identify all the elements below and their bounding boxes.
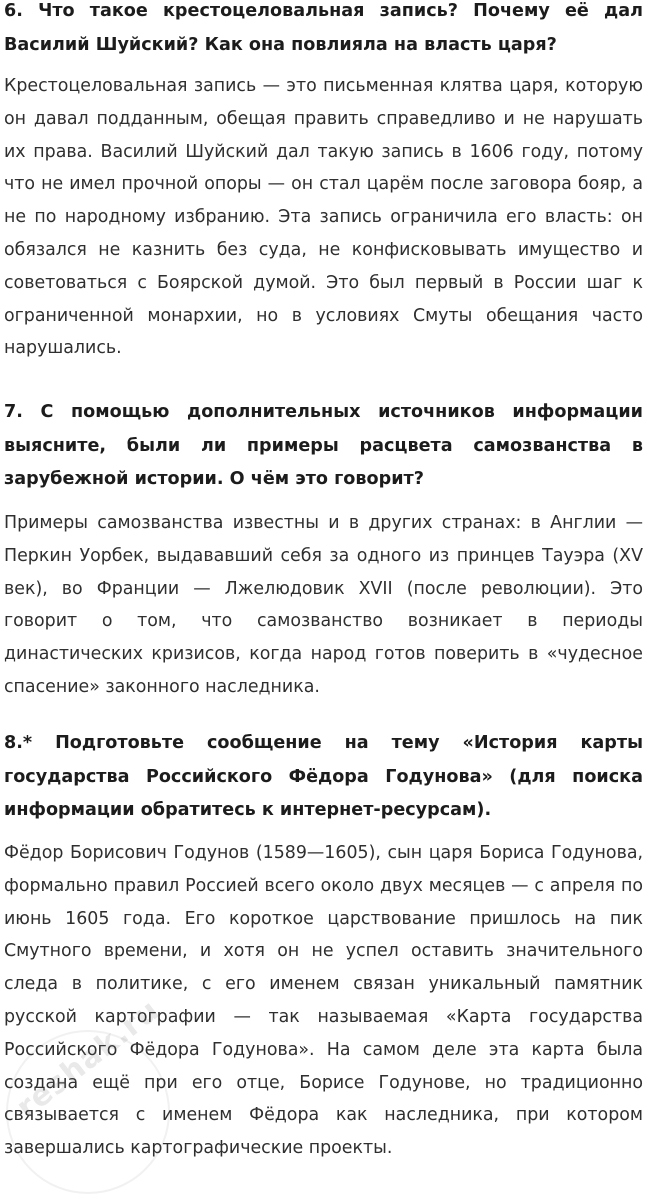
answer-7-text: Примеры самозванства известны и в других странах: в Англии — Перкин Уорбек, выдававший себя за одного из принцев Тауэра (XV век), во Франции — Лжелюдовик XVII (после революции). Это говорит о том, что самозванство возникает в периоды династических кризисов, когда народ готов поверить в «чудесное спасение» законного наследника.: [4, 513, 643, 697]
question-7-heading: 7. С помощью дополнительных источников информации выясните, были ли примеры расцвета самозванства в зарубежной истории. О чём это говорит?: [4, 402, 643, 489]
question-6-heading: 6. Что такое крестоцеловальная запись? Почему её дал Василий Шуйский? Как она повлияла на власть царя?: [4, 1, 643, 55]
question-8-heading: 8.* Подготовьте сообщение на тему «История карты государства Российского Фёдора Годунова» (для поиска информации обратитесь к интернет-ресурсам).: [4, 733, 643, 820]
watermark-logo: reshak.ru: [10, 992, 167, 1126]
answer-8-text: Фёдор Борисович Годунов (1589—1605), сын царя Бориса Годунова, формально правил Россией всего около двух месяцев — с апреля по июнь 1605 года. Его короткое царствование пришлось на пик Смутного времени, и хотя он не успел оставить значительного следа в политике, с его именем связан уникальный памятник русской картографии — так называемая «Карта государства Российского Фёдора Годунова». На самом деле эта карта была создана ещё при его отце, Борисе Годунове, но традиционно связывается с именем Фёдора как наследника, при котором завершались картографические проекты.: [4, 843, 643, 1159]
answer-6-text: Крестоцеловальная запись — это письменная клятва царя, которую он давал подданным, обещая править справедливо и не нарушать их права. Василий Шуйский дал такую запись в 1606 году, потому что не имел прочной опоры — он стал царём после заговора бояр, а не по народному избранию. Эта запись ограничила его власть: он обязался не казнить без суда, не конфисковывать имущество и советоваться с Боярской думой. Это был первый в России шаг к ограниченной монархии, но в условиях Смуты обещания часто нарушались.: [4, 76, 643, 359]
